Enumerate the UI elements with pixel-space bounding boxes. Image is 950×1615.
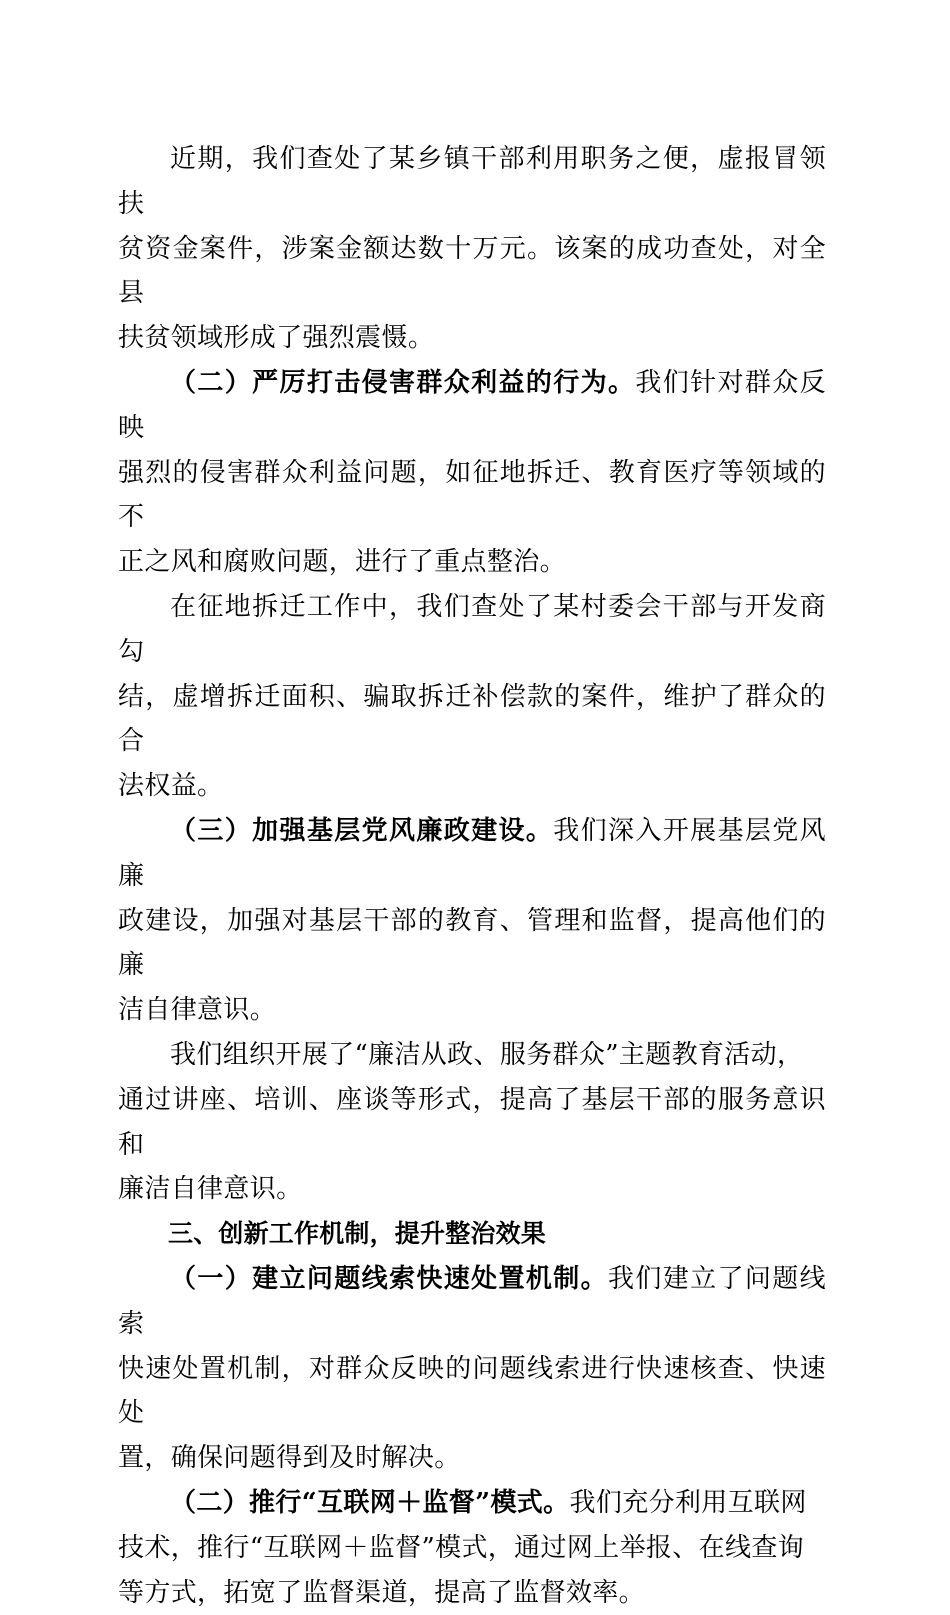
paragraph-4-lead: （三）加强基层党风廉政建设。	[170, 815, 554, 846]
section-heading: 三、创新工作机制，提升整治效果	[168, 1219, 547, 1249]
paragraph-7-text: 我们充分利用互联网 技术，推行“互联网＋监督”模式，通过网上举报、在线查询 等方式，拓宽了监督渠道，提高了监督效率。	[118, 1487, 807, 1608]
paragraph-5-text: 我们组织开展了“廉洁从政、服务群众”主题教育活动， 通过讲座、培训、座谈等形式，提高了基层干部的服务意识和 廉洁自律意识。	[118, 1039, 826, 1205]
paragraph-2-text: 我们针对群众反映 强烈的侵害群众利益问题，如征地拆迁、教育医疗等领域的不 正之风和腐败问题，进行了重点整治。	[118, 367, 826, 578]
paragraph-2	[118, 361, 826, 585]
paragraph-5	[118, 1033, 826, 1212]
paragraph-7-lead: （二）推行“互联网＋监督”模式。	[170, 1487, 570, 1518]
paragraph-4-text: 我们深入开展基层党风廉 政建设，加强对基层干部的教育、管理和监督，提高他们的廉 洁自律意识。	[118, 815, 826, 1026]
paragraph-3	[118, 585, 826, 809]
paragraph-2-lead: （二）严厉打击侵害群众利益的行为。	[170, 367, 636, 398]
paragraph-3-text: 在征地拆迁工作中，我们查处了某村委会干部与开发商勾 结，虚增拆迁面积、骗取拆迁补偿款的案件，维护了群众的合 法权益。	[118, 591, 826, 802]
paragraph-1-text: 近期，我们查处了某乡镇干部利用职务之便，虚报冒领扶 贫资金案件，涉案金额达数十万元。该案的成功查处，对全县 扶贫领域形成了强烈震慑。	[118, 144, 826, 354]
paragraph-6-lead: （一）建立问题线索快速处置机制。	[170, 1263, 609, 1294]
paragraph-1	[118, 137, 826, 361]
paragraph-6	[118, 1257, 826, 1481]
paragraph-7	[118, 1481, 826, 1615]
paragraph-4	[118, 809, 826, 1033]
paragraph-6-text: 我们建立了问题线索 快速处置机制，对群众反映的问题线索进行快速核查、快速处 置，确保问题得到及时解决。	[118, 1263, 826, 1474]
document-body	[118, 137, 826, 1615]
